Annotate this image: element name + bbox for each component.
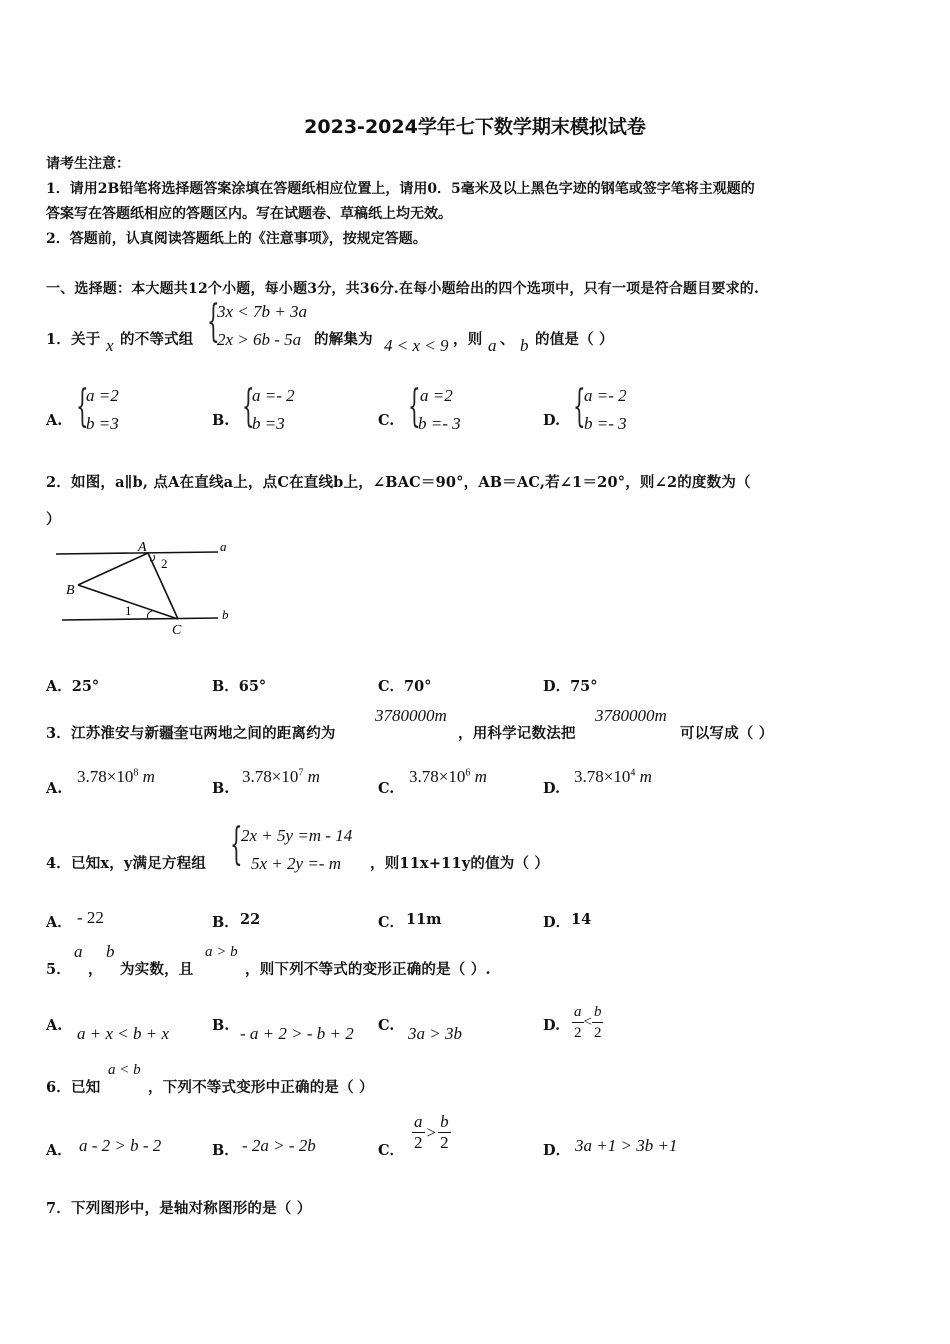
q4-eq-2: 5x + 2y =- m — [251, 854, 341, 873]
q2-text-cont: ） — [46, 511, 61, 528]
q5-option-b-value: - a + 2 > - b + 2 — [240, 1024, 354, 1043]
q5-option-a-label: A. — [46, 1017, 63, 1034]
q1-option-a-label: A. — [46, 412, 63, 429]
q1-option-d-line-1: a =- 2 — [584, 386, 627, 405]
q3-option-d-label: D. — [543, 780, 561, 797]
q4-option-b-value: 22 — [240, 911, 261, 928]
q4-brace: { — [230, 819, 243, 870]
q1-solution: 4 < x < 9 — [384, 336, 449, 355]
notice-heading: 请考生注意： — [46, 156, 130, 172]
q1-b: b — [520, 336, 529, 355]
q4-option-b-label: B． — [212, 914, 239, 931]
q1-mid: 的不等式组 — [120, 331, 194, 348]
q4-option-a-value: - 22 — [77, 908, 104, 927]
section-heading: 一、选择题：本大题共12个小题，每小题3分，共36分.在每小题给出的四个选项中，只有一项是符合题目要求的. — [46, 281, 760, 297]
label-b: b — [222, 607, 229, 622]
q5-b: b — [106, 942, 115, 961]
fraction-b-over-2: $\frac{b}{2}$ — [440, 1112, 449, 1152]
label-A: A — [138, 540, 147, 555]
q5-option-c-value: 3a > 3b — [408, 1024, 462, 1043]
q3-option-a-value: $3.78\times 10^8$ m — [77, 767, 155, 786]
label-B: B — [66, 583, 75, 598]
q6-condition: a < b — [108, 1062, 141, 1078]
q7-text: 7．下列图形中，是轴对称图形的是（ ） — [46, 1200, 312, 1217]
q5-suffix: ，则下列不等式的变形正确的是（ ）. — [245, 961, 491, 978]
q3-option-b-label: B. — [212, 780, 230, 797]
q1-option-c-brace: { — [408, 381, 421, 432]
q4-option-d-label: D． — [543, 914, 571, 931]
q1-eq-2: 2x > 6b - 5a — [217, 330, 302, 349]
q1-brace: { — [207, 296, 220, 347]
q1-option-d-label: D. — [543, 412, 561, 429]
label-2: 2 — [161, 556, 168, 571]
q5-option-a-value: a + x < b + x — [77, 1024, 170, 1043]
q5-option-d-label: D. — [543, 1017, 561, 1034]
q4-option-c-value: 11m — [406, 911, 442, 928]
q1-mid2: 的解集为 — [314, 331, 373, 348]
q1-option-c-label: C. — [378, 412, 395, 429]
q3-mid: ，用科学记数法把 — [458, 725, 576, 742]
q1-option-b-line-1: a =- 2 — [252, 386, 295, 405]
q1-prefix: 1．关于 — [46, 331, 101, 348]
q6-prefix: 6．已知 — [46, 1079, 101, 1096]
q5-option-b-label: B. — [212, 1017, 230, 1034]
q4-option-a-label: A． — [46, 914, 72, 931]
q6-option-a-label: A． — [46, 1142, 72, 1159]
q1-option-a-brace: { — [76, 381, 89, 432]
q3-option-b-value: $3.78\times 10^7$ m — [242, 767, 320, 786]
q6-option-d-value: 3a +1 > 3b +1 — [575, 1136, 678, 1155]
q1-a: a — [488, 336, 497, 355]
label-a: a — [220, 539, 227, 554]
q4-prefix: 4．已知x，y满足方程组 — [46, 855, 207, 872]
q5-num: 5． — [46, 961, 71, 978]
q1-eq-1: 3x < 7b + 3a — [217, 302, 307, 321]
q5-comma: ， — [88, 961, 103, 978]
notice-line-3: 2．答题前，认真阅读答题纸上的《注意事项》，按规定答题。 — [46, 231, 427, 247]
q5-a: a — [74, 942, 83, 961]
q1-option-c-line-2: b =- 3 — [418, 414, 461, 433]
q6-suffix: ，下列不等式变形中正确的是（ ） — [148, 1079, 374, 1096]
q1-mid3: ，则 — [453, 331, 483, 348]
q1-var-x: x — [106, 336, 114, 355]
q4-option-d-value: 14 — [571, 911, 592, 928]
q3-suffix: 可以写成（ ） — [680, 725, 774, 742]
q2-option-b[interactable]: B．65° — [212, 678, 267, 695]
notice-line-2: 答案写在答题纸相应的答题区内。写在试题卷、草稿纸上均无效。 — [46, 206, 452, 222]
label-1: 1 — [125, 603, 132, 618]
q6-option-b-value: - 2a > - 2b — [242, 1136, 316, 1155]
q1-option-a-line-2: b =3 — [86, 414, 119, 433]
q1-option-a-line-1: a =2 — [86, 386, 119, 405]
q3-distance: 3780000m — [375, 706, 447, 725]
line-b — [62, 618, 218, 620]
q6-option-c-label: C． — [378, 1142, 405, 1159]
q2-option-c[interactable]: C．70° — [378, 678, 432, 695]
q1-option-d-line-2: b =- 3 — [584, 414, 627, 433]
q1-suffix: 的值是（ ） — [535, 331, 614, 348]
fraction-a-over-2: $\frac{a}{2}$ — [574, 1004, 582, 1041]
q4-option-c-label: C． — [378, 914, 405, 931]
q2-option-a[interactable]: A．25° — [46, 678, 100, 695]
q1-option-b-brace: { — [242, 381, 255, 432]
q5-mid: 为实数，且 — [120, 961, 194, 978]
q5-condition: a > b — [205, 944, 238, 960]
q2-figure — [50, 535, 240, 640]
q1-option-d-brace: { — [573, 381, 586, 432]
q1-option-b-line-2: b =3 — [252, 414, 285, 433]
q6-option-a-value: a - 2 > b - 2 — [79, 1136, 162, 1155]
page-title: 2023-2024学年七下数学期末模拟试卷 — [304, 116, 646, 138]
q5-option-c-label: C. — [378, 1017, 395, 1034]
q6-option-d-label: D． — [543, 1142, 571, 1159]
q2-text: 2．如图，a∥b, 点A在直线a上，点C在直线b上，∠BAC＝90°，AB＝AC,若∠1＝20°，则∠2的度数为（ — [46, 474, 751, 491]
q1-option-b-label: B. — [212, 412, 230, 429]
notice-line-1: 1．请用2B铅笔将选择题答案涂填在答题纸相应位置上，请用0．5毫米及以上黑色字迹的钢笔或签字笔将主观题的 — [46, 181, 755, 197]
q4-eq-1: 2x + 5y =m - 14 — [241, 826, 353, 845]
q3-option-a-label: A. — [46, 780, 63, 797]
q3-prefix: 3．江苏淮安与新疆奎屯两地之间的距离约为 — [46, 725, 336, 742]
segment-ab — [78, 553, 148, 585]
q3-option-d-value: $3.78\times 10^4$ m — [574, 767, 652, 786]
line-a — [56, 552, 218, 554]
q4-suffix: ，则11x+11y的值为（ ） — [370, 855, 550, 872]
q2-option-d[interactable]: D．75° — [543, 678, 598, 695]
q6-option-c-value: $\frac{a}{2}$ > $\frac{b}{2}$ — [414, 1112, 449, 1152]
label-C: C — [172, 623, 182, 638]
q6-option-b-label: B． — [212, 1142, 239, 1159]
q3-option-c-value: $3.78\times 10^6$ m — [409, 767, 487, 786]
q1-sep: 、 — [500, 331, 515, 348]
fraction-a-over-2: $\frac{a}{2}$ — [414, 1112, 423, 1152]
q3-distance-2: 3780000m — [595, 706, 667, 725]
q1-option-c-line-1: a =2 — [420, 386, 453, 405]
angle-1-arc — [148, 611, 153, 619]
q5-option-d-value: $\frac{a}{2}$ < $\frac{b}{2}$ — [574, 1004, 602, 1041]
fraction-b-over-2: $\frac{b}{2}$ — [593, 1004, 602, 1041]
q3-option-c-label: C. — [378, 780, 395, 797]
